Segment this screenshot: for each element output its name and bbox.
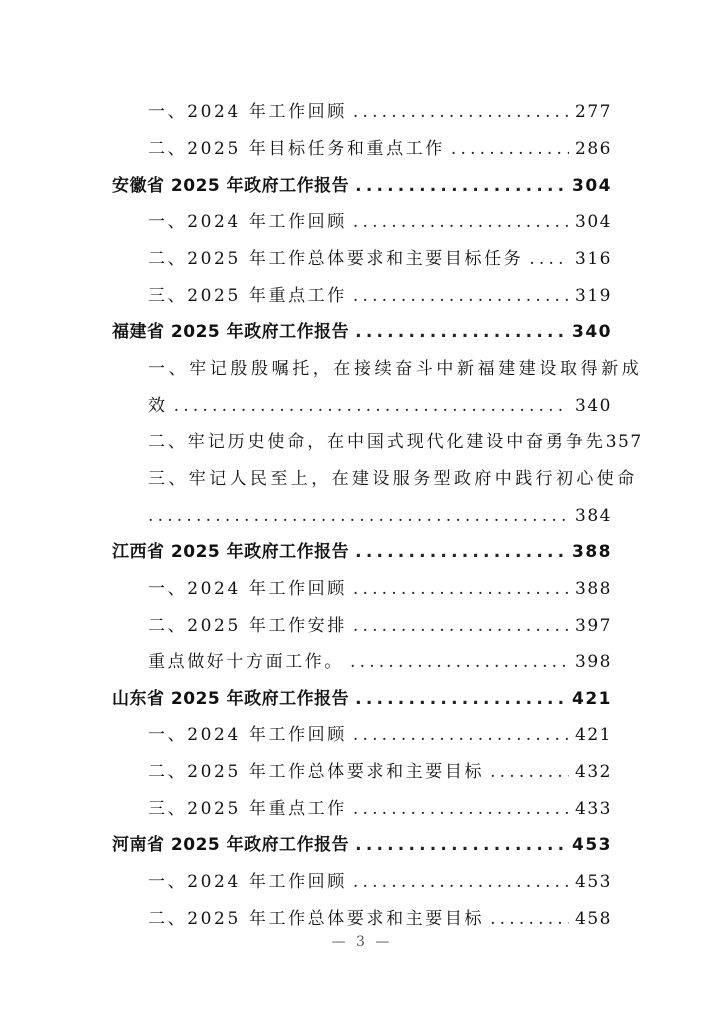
toc-entry-title: 二、2025 年工作安排 xyxy=(148,616,347,636)
dot-leader xyxy=(451,139,569,159)
toc-entry-wrapped-line xyxy=(148,459,638,489)
toc-entry-page: 286 xyxy=(575,139,612,159)
toc-entry-page: 397 xyxy=(575,616,612,636)
toc-entry xyxy=(148,606,612,636)
toc-entry-title: 三、2025 年重点工作 xyxy=(148,799,347,819)
dot-leader xyxy=(148,506,569,526)
dot-leader xyxy=(174,396,569,416)
toc-entry-title: 效 xyxy=(148,396,168,416)
toc-entry xyxy=(148,715,612,745)
toc-entry xyxy=(148,496,612,526)
toc-entry-page: 453 xyxy=(575,872,612,892)
dot-leader xyxy=(355,322,566,342)
toc-section-title: 江西省 2025 年政府工作报告 xyxy=(112,542,350,562)
toc-entry-page: 421 xyxy=(572,689,612,709)
toc-entry-page: 398 xyxy=(575,652,612,672)
toc-entry-page: 304 xyxy=(575,212,612,232)
toc-section-title: 河南省 2025 年政府工作报告 xyxy=(112,835,350,855)
dot-leader xyxy=(355,835,566,855)
toc-entry xyxy=(148,752,612,782)
toc-entry-title: 二、2025 年工作总体要求和主要目标 xyxy=(148,909,485,929)
toc-entry-title: 二、2025 年目标任务和重点工作 xyxy=(148,139,445,159)
toc-entry xyxy=(148,276,612,306)
toc-section-title: 福建省 2025 年政府工作报告 xyxy=(112,322,350,342)
toc-entry-page: 316 xyxy=(575,249,612,269)
toc-entry-title: 一、2024 年工作回顾 xyxy=(148,872,347,892)
toc-entry-title: 一、2024 年工作回顾 xyxy=(148,725,347,745)
toc-entry-title: 二、牢记历史使命，在中国式现代化建设中奋勇争先 xyxy=(148,432,606,452)
toc-entry-page: 340 xyxy=(572,322,612,342)
toc-entry xyxy=(148,789,612,819)
dot-leader xyxy=(353,286,569,306)
toc-entry-page: 277 xyxy=(575,102,612,122)
toc-entry-title: 重点做好十方面工作。 xyxy=(148,652,344,672)
toc-entry-page: 304 xyxy=(572,176,612,196)
toc-entry xyxy=(148,569,612,599)
toc-entry-page: 421 xyxy=(575,725,612,745)
dot-leader xyxy=(355,176,566,196)
toc-section-title: 山东省 2025 年政府工作报告 xyxy=(112,689,350,709)
toc-entry xyxy=(148,239,612,269)
dot-leader xyxy=(355,689,566,709)
toc-entry-title: 一、牢记殷殷嘱托，在接续奋斗中新福建建设取得新成 xyxy=(148,359,643,379)
toc-entry xyxy=(148,642,612,672)
toc-entry-title: 二、2025 年工作总体要求和主要目标任务 xyxy=(148,249,524,269)
toc-entry-page: 388 xyxy=(575,579,612,599)
toc-entry xyxy=(148,422,643,452)
toc-entry xyxy=(148,386,612,416)
toc-entry xyxy=(148,92,612,122)
dot-leader xyxy=(353,725,569,745)
toc-entry xyxy=(148,202,612,232)
dot-leader xyxy=(353,616,569,636)
toc-entry-wrapped-line xyxy=(148,349,643,379)
toc-section-heading xyxy=(112,166,612,196)
toc-entry-page: 388 xyxy=(572,542,612,562)
toc-entry-title: 一、2024 年工作回顾 xyxy=(148,579,347,599)
toc-entry-title: 一、2024 年工作回顾 xyxy=(148,212,347,232)
toc-section-heading xyxy=(112,312,612,342)
toc-entry-page: 319 xyxy=(575,286,612,306)
dot-leader xyxy=(353,212,569,232)
toc-entry-page: 384 xyxy=(575,506,612,526)
toc-entry-page: 453 xyxy=(572,835,612,855)
dot-leader xyxy=(350,652,569,672)
toc-entry-title: 三、牢记人民至上，在建设服务型政府中践行初心使命 xyxy=(148,469,638,489)
page-number-footer: — 3 — xyxy=(331,934,393,950)
toc-entry-title: 三、2025 年重点工作 xyxy=(148,286,347,306)
dot-leader xyxy=(353,872,569,892)
toc-entry-page: 340 xyxy=(575,396,612,416)
dot-leader xyxy=(353,102,569,122)
toc-entry-page: 357 xyxy=(605,432,643,452)
toc-entry-page: 432 xyxy=(575,762,612,782)
toc-entry xyxy=(148,899,612,929)
toc-entry-title: 一、2024 年工作回顾 xyxy=(148,102,347,122)
dot-leader xyxy=(529,249,569,269)
toc-entry-page: 458 xyxy=(575,909,612,929)
toc-entry xyxy=(148,862,612,892)
dot-leader xyxy=(353,799,569,819)
toc-entry-title: 二、2025 年工作总体要求和主要目标 xyxy=(148,762,485,782)
toc-entry xyxy=(148,129,612,159)
toc-section-heading xyxy=(112,825,612,855)
toc-section-heading xyxy=(112,679,612,709)
toc-section-heading xyxy=(112,532,612,562)
dot-leader xyxy=(490,762,569,782)
toc-section-title: 安徽省 2025 年政府工作报告 xyxy=(112,176,350,196)
toc-entry-page: 433 xyxy=(575,799,612,819)
dot-leader xyxy=(355,542,566,562)
dot-leader xyxy=(353,579,569,599)
dot-leader xyxy=(490,909,569,929)
